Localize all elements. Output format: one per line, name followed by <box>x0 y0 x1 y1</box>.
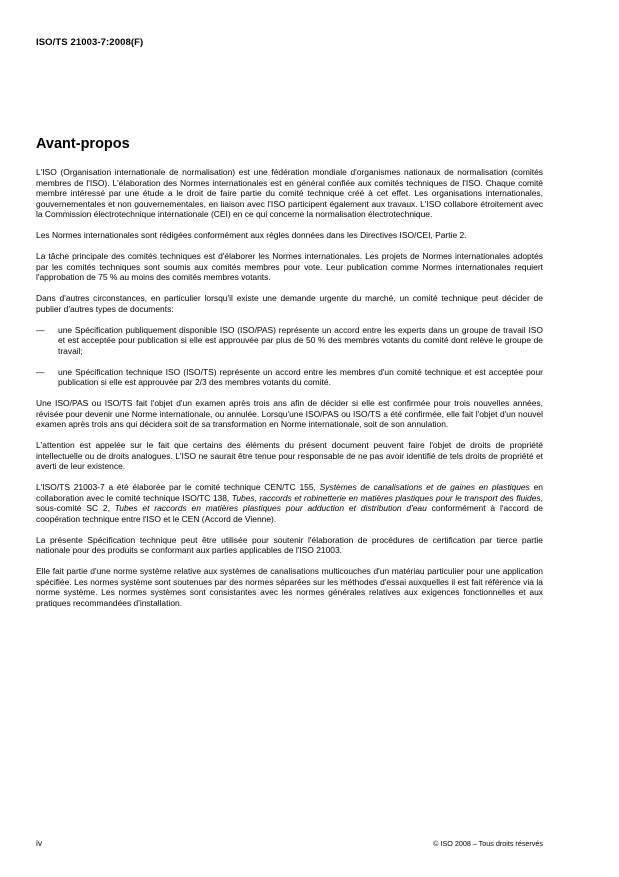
paragraph-system-standard: Elle fait partie d'une norme système relative aux systèmes de canalisations multicouches d'un matériau particulier pour une application spécifiée. Les normes système sont soutenues par des normes séparées sur les méthodes d'essai auxquelles il est fait référence via la norme système. Les normes systèmes sont consistantes avec les normes générales relatives aux exigences fonctionnelles et aux pratiques recommandées d'installation. <box>36 566 543 608</box>
text-run: en collaboration avec le comité technique ISO/TC 138, <box>36 482 543 503</box>
text-run: L'ISO/TS 21003-7 a été élaborée par le comité technique CEN/TC 155, <box>36 482 320 492</box>
list-item-text: une Spécification publiquement disponible ISO (ISO/PAS) représente un accord entre les experts dans un groupe de travail ISO et est acceptée pour publication si elle est approuvée par plus de 50 % des membres votants du comité dont relève le groupe de travail; <box>58 324 543 356</box>
paragraph-review: Une ISO/PAS ou ISO/TS fait l'objet d'un examen après trois ans afin de décider si elle est confirmée pour trois nouvelles années, révisée pour devenir une Norme internationale, ou annulée. Lorsqu'une ISO/PAS ou ISO/TS a été confirmée, elle fait l'objet d'un nouvel examen après trois ans qui décidera soit de sa transformation en Norme internationale, soit de son annulation. <box>36 398 543 429</box>
list-item-iso-pas <box>36 325 543 357</box>
paragraph-certification: La présente Spécification technique peut être utilisée pour soutenir l'élaboration de procédures de certification par tierce partie nationale pour des produits se conformant aux parties applicables de l'ISO 21003. <box>36 534 543 555</box>
paragraph-patent-rights: L'attention est appelée sur le fait que certains des éléments du présent document peuvent faire l'objet de droits de propriété intellectuelle ou de droits analogues. L'ISO ne saurait être tenue pour responsable de ne pas avoir identifié de tels droits de propriété et averti de leur existence. <box>36 440 543 471</box>
text-run: , sous-comité SC 2, <box>36 492 543 513</box>
copyright-notice: © ISO 2008 – Tous droits réservés <box>433 839 543 848</box>
section-title: Avant-propos <box>36 136 130 152</box>
paragraph-directives: Les Normes internationales sont rédigées conformément aux règles données dans les Directives ISO/CEI, Partie 2. <box>36 230 467 240</box>
list-item-text: une Spécification technique ISO (ISO/TS) représente un accord entre les membres d'un comité technique et est acceptée pour publication si elle est approuvée par 2/3 des membres votants du comité. <box>58 366 543 387</box>
subcommittee-title: Tubes et raccords en matières plastiques pour adduction et distribution d'eau <box>114 503 427 513</box>
document-identifier: ISO/TS 21003-7:2008(F) <box>36 37 144 48</box>
paragraph-technical-committees: La tâche principale des comités techniques est d'élaborer les Normes internationales. Les projets de Normes internationales adoptés par les comités techniques sont soumis aux comités membres pour vote. Leur publication comme Normes internationales requiert l'approbation de 75 % au moins des comités membres votants. <box>36 251 543 282</box>
paragraph-other-documents: Dans d'autres circonstances, en particulier lorsqu'il existe une demande urgente du marché, un comité technique peut décider de publier d'autres types de documents: <box>36 293 543 314</box>
committee-title-cen: Systèmes de canalisations et de gaines en plastiques <box>319 482 530 492</box>
committee-title-iso: Tubes, raccords et robinetterie en matières plastiques pour le transport des fluides <box>231 492 541 503</box>
dash-bullet: — <box>36 324 45 335</box>
paragraph-iso-organisation: L'ISO (Organisation internationale de normalisation) est une fédération mondiale d'organismes nationaux de normalisation (comités membres de l'ISO). L'élaboration des Normes internationales est en général confiée aux comités techniques de l'ISO. Chaque comité membre intéressé par une étude a le droit de faire partie du comité technique créé à cet effet. Les organisations internationales, gouvernementales et non gouvernementales, en liaison avec l'ISO participent également aux travaux. L'ISO collabore étroitement avec la Commission électrotechnique internationale (CEI) en ce qui concerne la normalisation électrotechnique. <box>36 167 543 219</box>
list-item-iso-ts <box>36 367 543 388</box>
text-run: conformément à l'accord de coopération technique entre l'ISO et le CEN (Accord de Vienne). <box>36 503 543 524</box>
page-number: iv <box>36 838 43 848</box>
dash-bullet: — <box>36 366 45 377</box>
paragraph-prepared-by <box>36 482 543 524</box>
foreword-body <box>36 167 543 619</box>
